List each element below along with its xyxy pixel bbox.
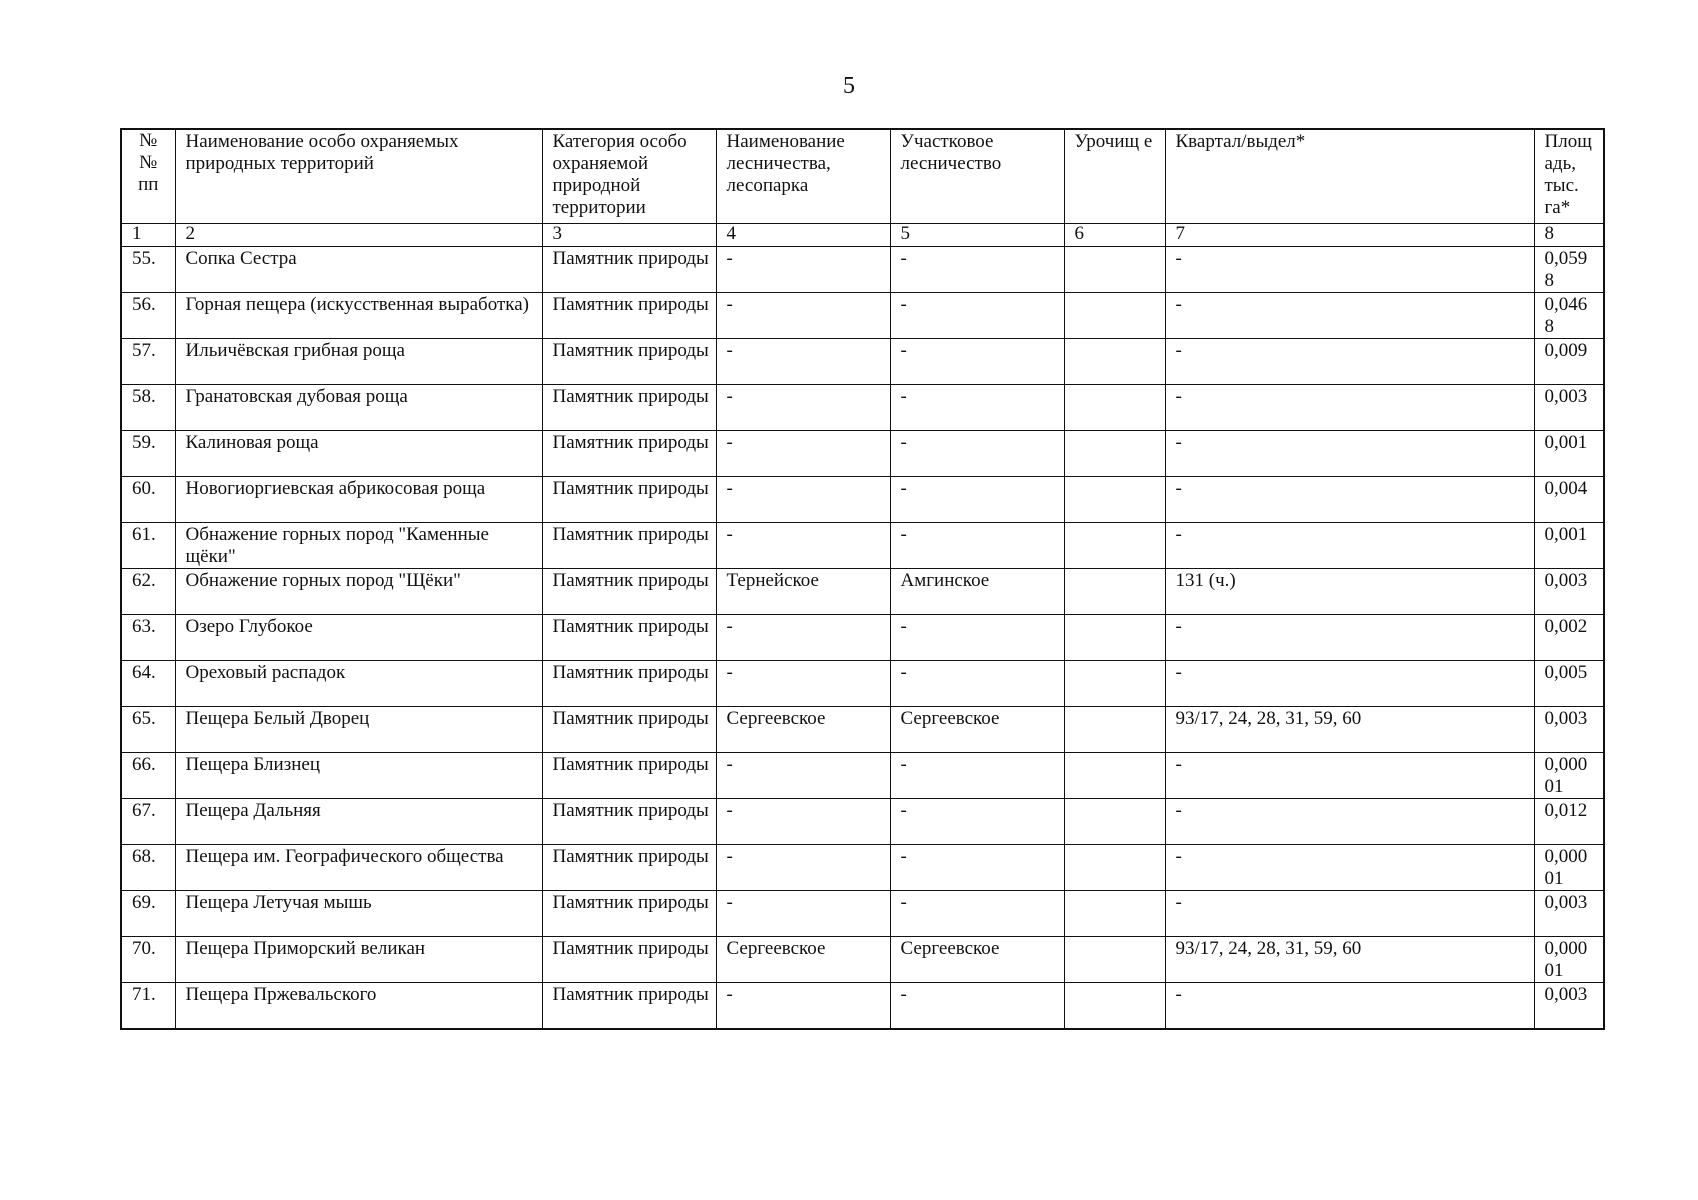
row-category: Памятник природы — [542, 247, 716, 293]
row-tract — [1064, 753, 1165, 799]
row-name: Озеро Глубокое — [175, 615, 542, 661]
row-forestry: - — [716, 891, 890, 937]
row-category: Памятник природы — [542, 615, 716, 661]
row-quarter: - — [1165, 293, 1534, 339]
row-area: 0,004 — [1534, 477, 1604, 523]
row-forestry: - — [716, 753, 890, 799]
row-tract — [1064, 385, 1165, 431]
row-name: Пещера Близнец — [175, 753, 542, 799]
row-category: Памятник природы — [542, 523, 716, 569]
row-category: Памятник природы — [542, 799, 716, 845]
row-tract — [1064, 983, 1165, 1030]
row-forestry: - — [716, 339, 890, 385]
table-row — [121, 845, 1604, 891]
row-tract — [1064, 799, 1165, 845]
row-quarter: - — [1165, 983, 1534, 1030]
table-row — [121, 339, 1604, 385]
row-category: Памятник природы — [542, 707, 716, 753]
row-name: Пещера им. Географического общества — [175, 845, 542, 891]
header-number: № № пп — [121, 129, 175, 224]
row-area: 0,003 — [1534, 569, 1604, 615]
row-tract — [1064, 293, 1165, 339]
table-row — [121, 799, 1604, 845]
row-quarter: - — [1165, 385, 1534, 431]
row-category: Памятник природы — [542, 477, 716, 523]
page-number: 5 — [843, 73, 855, 99]
row-area: 0,005 — [1534, 661, 1604, 707]
row-forestry: - — [716, 845, 890, 891]
header-district-forestry: Участковое лесничество — [890, 129, 1064, 224]
row-tract — [1064, 431, 1165, 477]
table-row — [121, 661, 1604, 707]
header-category: Категория особо охраняемой природной территории — [542, 129, 716, 224]
row-area: 0,002 — [1534, 615, 1604, 661]
header-tract: Урочищ е — [1064, 129, 1165, 224]
row-area: 0,003 — [1534, 891, 1604, 937]
row-name: Обнажение горных пород "Щёки" — [175, 569, 542, 615]
table-row — [121, 937, 1604, 983]
row-forestry: - — [716, 983, 890, 1030]
row-district-forestry: Амгинское — [890, 569, 1064, 615]
row-name: Ильичёвская грибная роща — [175, 339, 542, 385]
row-tract — [1064, 707, 1165, 753]
row-forestry: - — [716, 247, 890, 293]
row-forestry: Тернейское — [716, 569, 890, 615]
row-quarter: - — [1165, 477, 1534, 523]
row-quarter: - — [1165, 523, 1534, 569]
row-number: 61. — [121, 523, 175, 569]
row-number: 56. — [121, 293, 175, 339]
row-category: Памятник природы — [542, 937, 716, 983]
row-district-forestry: - — [890, 799, 1064, 845]
row-area: 0,000 01 — [1534, 753, 1604, 799]
row-forestry: - — [716, 615, 890, 661]
column-number: 4 — [716, 224, 890, 247]
row-district-forestry: - — [890, 615, 1064, 661]
row-forestry: Сергеевское — [716, 937, 890, 983]
table-row — [121, 891, 1604, 937]
row-tract — [1064, 891, 1165, 937]
row-area: 0,059 8 — [1534, 247, 1604, 293]
row-area: 0,000 01 — [1534, 937, 1604, 983]
row-name: Обнажение горных пород "Каменные щёки" — [175, 523, 542, 569]
row-number: 65. — [121, 707, 175, 753]
row-name: Пещера Пржевальского — [175, 983, 542, 1030]
column-number: 3 — [542, 224, 716, 247]
column-number-row — [121, 224, 1604, 247]
row-category: Памятник природы — [542, 753, 716, 799]
table-row — [121, 247, 1604, 293]
row-forestry: - — [716, 293, 890, 339]
row-category: Памятник природы — [542, 891, 716, 937]
row-district-forestry: - — [890, 477, 1064, 523]
row-number: 60. — [121, 477, 175, 523]
row-name: Пещера Дальняя — [175, 799, 542, 845]
row-name: Новогиоргиевская абрикосовая роща — [175, 477, 542, 523]
row-quarter: 93/17, 24, 28, 31, 59, 60 — [1165, 937, 1534, 983]
row-name: Гранатовская дубовая роща — [175, 385, 542, 431]
table-row — [121, 707, 1604, 753]
row-tract — [1064, 523, 1165, 569]
row-category: Памятник природы — [542, 293, 716, 339]
header-area: Площ адь, тыс. га* — [1534, 129, 1604, 224]
row-tract — [1064, 477, 1165, 523]
row-number: 62. — [121, 569, 175, 615]
row-number: 64. — [121, 661, 175, 707]
row-district-forestry: - — [890, 247, 1064, 293]
table-row — [121, 615, 1604, 661]
row-area: 0,003 — [1534, 983, 1604, 1030]
row-area: 0,012 — [1534, 799, 1604, 845]
row-quarter: - — [1165, 845, 1534, 891]
row-area: 0,003 — [1534, 707, 1604, 753]
row-quarter: - — [1165, 799, 1534, 845]
row-number: 68. — [121, 845, 175, 891]
row-quarter: - — [1165, 339, 1534, 385]
protected-areas-table — [120, 128, 1605, 1030]
row-category: Памятник природы — [542, 569, 716, 615]
header-forestry: Наименование лесничества, лесопарка — [716, 129, 890, 224]
row-quarter: - — [1165, 247, 1534, 293]
column-number: 8 — [1534, 224, 1604, 247]
row-number: 70. — [121, 937, 175, 983]
row-tract — [1064, 615, 1165, 661]
row-category: Памятник природы — [542, 385, 716, 431]
row-category: Памятник природы — [542, 845, 716, 891]
row-category: Памятник природы — [542, 431, 716, 477]
row-name: Пещера Белый Дворец — [175, 707, 542, 753]
row-tract — [1064, 569, 1165, 615]
row-tract — [1064, 937, 1165, 983]
row-district-forestry: - — [890, 293, 1064, 339]
row-quarter: - — [1165, 891, 1534, 937]
row-forestry: - — [716, 661, 890, 707]
row-district-forestry: - — [890, 523, 1064, 569]
column-number: 5 — [890, 224, 1064, 247]
column-number: 7 — [1165, 224, 1534, 247]
row-forestry: - — [716, 523, 890, 569]
row-quarter: - — [1165, 431, 1534, 477]
row-number: 67. — [121, 799, 175, 845]
row-district-forestry: Сергеевское — [890, 937, 1064, 983]
row-forestry: - — [716, 385, 890, 431]
row-number: 71. — [121, 983, 175, 1030]
row-district-forestry: - — [890, 845, 1064, 891]
row-area: 0,001 — [1534, 523, 1604, 569]
row-quarter: - — [1165, 615, 1534, 661]
row-quarter: - — [1165, 661, 1534, 707]
table-row — [121, 983, 1604, 1030]
row-name: Сопка Сестра — [175, 247, 542, 293]
row-district-forestry: - — [890, 983, 1064, 1030]
row-number: 59. — [121, 431, 175, 477]
table-row — [121, 753, 1604, 799]
row-district-forestry: Сергеевское — [890, 707, 1064, 753]
row-district-forestry: - — [890, 431, 1064, 477]
row-number: 63. — [121, 615, 175, 661]
row-quarter: 93/17, 24, 28, 31, 59, 60 — [1165, 707, 1534, 753]
column-number: 2 — [175, 224, 542, 247]
table-row — [121, 431, 1604, 477]
row-district-forestry: - — [890, 753, 1064, 799]
row-name: Ореховый распадок — [175, 661, 542, 707]
row-area: 0,000 01 — [1534, 845, 1604, 891]
row-area: 0,046 8 — [1534, 293, 1604, 339]
row-tract — [1064, 247, 1165, 293]
header-quarter: Квартал/выдел* — [1165, 129, 1534, 224]
row-district-forestry: - — [890, 385, 1064, 431]
row-forestry: Сергеевское — [716, 707, 890, 753]
row-name: Горная пещера (искусственная выработка) — [175, 293, 542, 339]
row-tract — [1064, 845, 1165, 891]
column-number: 6 — [1064, 224, 1165, 247]
table-row — [121, 293, 1604, 339]
row-forestry: - — [716, 477, 890, 523]
row-number: 69. — [121, 891, 175, 937]
row-category: Памятник природы — [542, 983, 716, 1030]
header-name: Наименование особо охраняемых природных территорий — [175, 129, 542, 224]
row-district-forestry: - — [890, 339, 1064, 385]
row-area: 0,003 — [1534, 385, 1604, 431]
row-tract — [1064, 339, 1165, 385]
row-name: Калиновая роща — [175, 431, 542, 477]
row-name: Пещера Летучая мышь — [175, 891, 542, 937]
row-forestry: - — [716, 799, 890, 845]
row-tract — [1064, 661, 1165, 707]
header-row — [121, 129, 1604, 224]
row-forestry: - — [716, 431, 890, 477]
row-number: 58. — [121, 385, 175, 431]
row-name: Пещера Приморский великан — [175, 937, 542, 983]
row-category: Памятник природы — [542, 339, 716, 385]
row-number: 57. — [121, 339, 175, 385]
row-category: Памятник природы — [542, 661, 716, 707]
row-quarter: 131 (ч.) — [1165, 569, 1534, 615]
row-quarter: - — [1165, 753, 1534, 799]
row-number: 55. — [121, 247, 175, 293]
table-row — [121, 569, 1604, 615]
row-number: 66. — [121, 753, 175, 799]
column-number: 1 — [121, 224, 175, 247]
table-row — [121, 523, 1604, 569]
table-row — [121, 385, 1604, 431]
row-area: 0,001 — [1534, 431, 1604, 477]
row-district-forestry: - — [890, 661, 1064, 707]
row-area: 0,009 — [1534, 339, 1604, 385]
table-row — [121, 477, 1604, 523]
row-district-forestry: - — [890, 891, 1064, 937]
